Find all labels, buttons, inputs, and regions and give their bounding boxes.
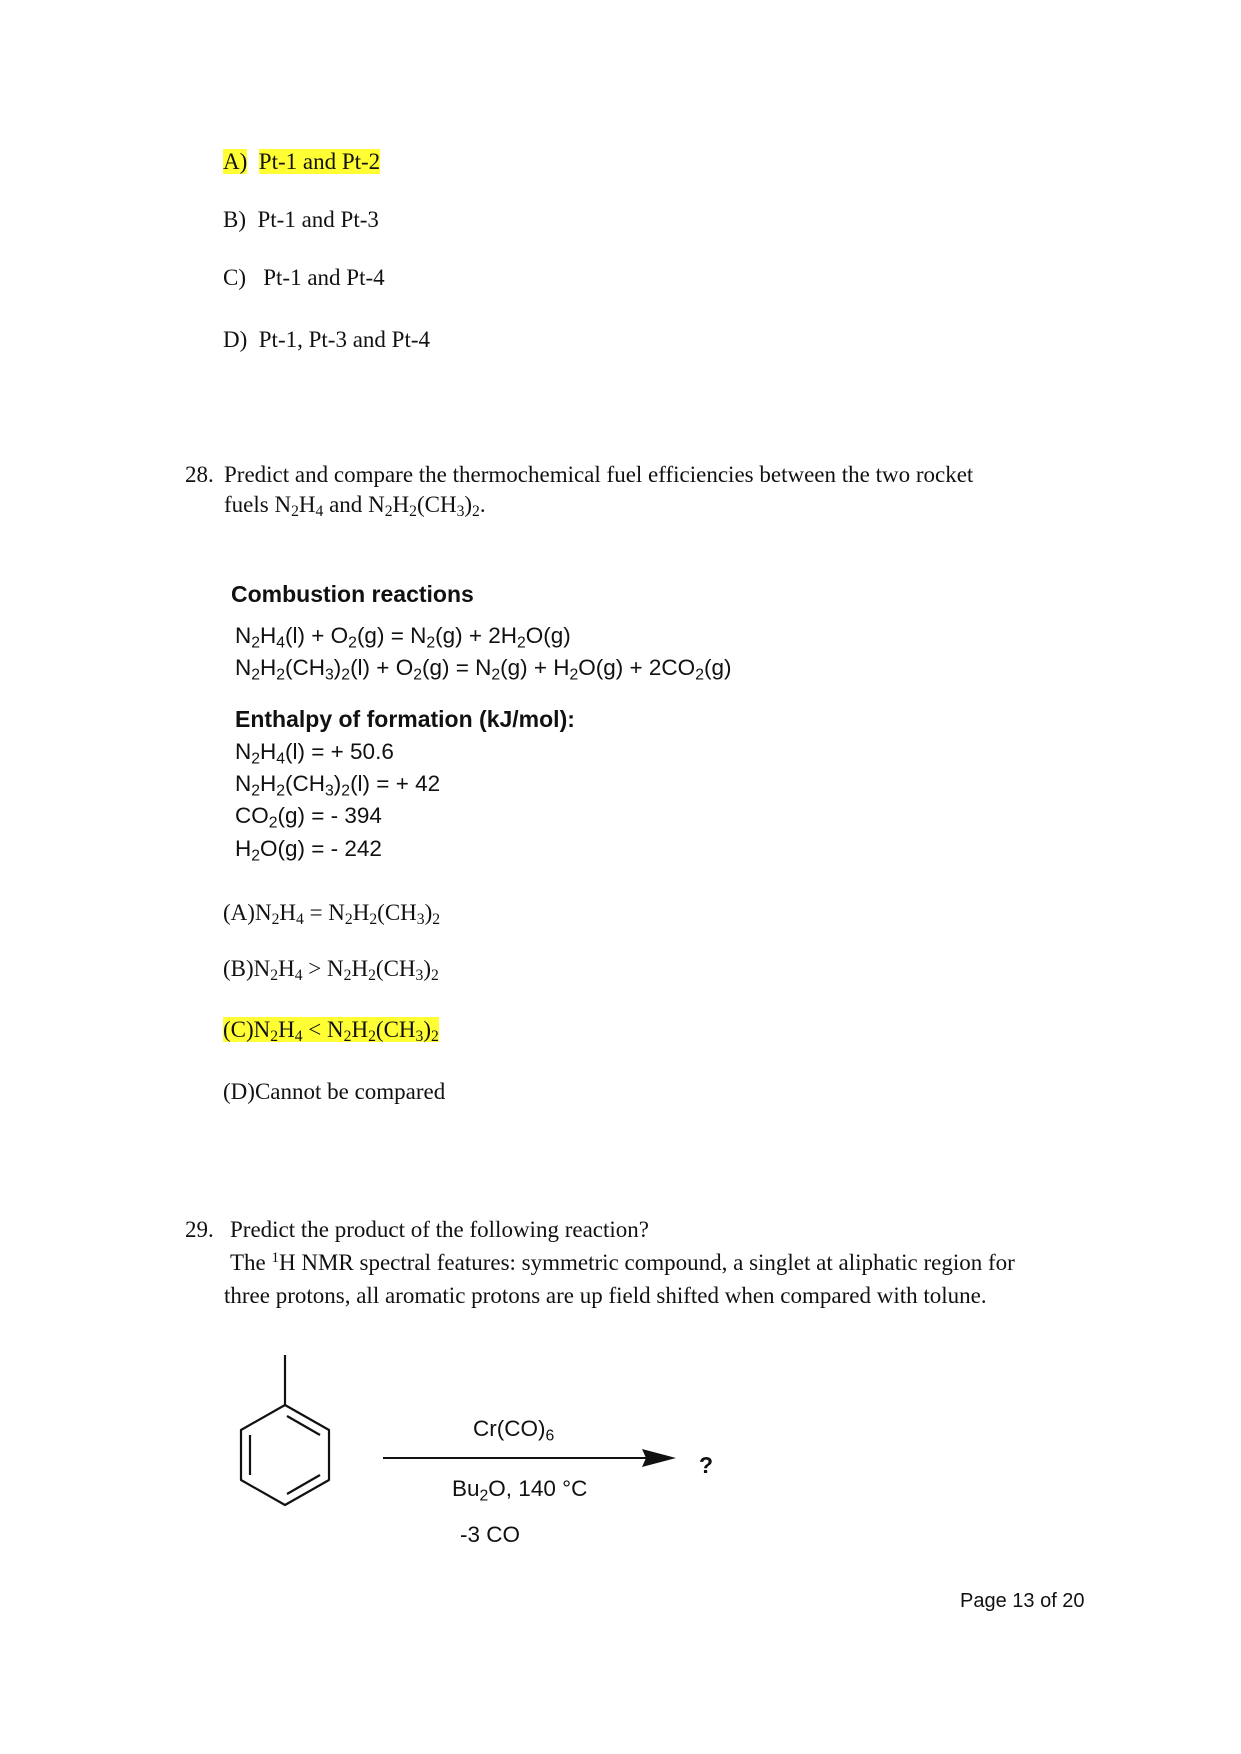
enthalpy-co2: $CO_2(g)$ = - 394 xyxy=(235,803,382,832)
condition-1: $Bu_2O$, 140 °C xyxy=(452,1476,588,1505)
option-a-letter: A) xyxy=(223,149,248,174)
q27-option-a xyxy=(223,149,380,175)
q28-option-c xyxy=(223,1017,439,1043)
enthalpy-udmh: $N_2H_2(CH_3)_2(l)$ = + 42 xyxy=(235,771,441,800)
q29-line1: Predict the product of the following reaction? xyxy=(230,1217,649,1242)
q29-number: 29. xyxy=(185,1217,214,1242)
reagent-label: $Cr(CO)_6$ xyxy=(473,1416,555,1445)
toluene-structure xyxy=(225,1355,345,1525)
q28-option-b: (B)N2H4 > N2H2(CH3)2 xyxy=(223,956,439,984)
q27-option-d: D) Pt-1, Pt-3 and Pt-4 xyxy=(223,327,430,352)
q28-number: 28. xyxy=(185,462,214,487)
reaction-2: $N_2H_2(CH_3)_2(l) + O_2(g) = N_2(g) + H_2O(g) + 2CO_2(g)$ xyxy=(235,655,732,684)
q27-option-b: B) Pt-1 and Pt-3 xyxy=(223,207,379,232)
q27-option-c: C) Pt-1 and Pt-4 xyxy=(223,265,385,290)
enthalpy-heading: Enthalpy of formation (kJ/mol): xyxy=(235,706,575,732)
q28-option-a: (A)N2H4 = N2H2(CH3)2 xyxy=(223,900,441,928)
product-question-mark: ? xyxy=(699,1452,714,1478)
option-a-text: Pt-1 and Pt-2 xyxy=(258,149,381,174)
q28-line2: fuels N2H4 and N2H2(CH3)2. xyxy=(224,492,486,520)
combustion-heading: Combustion reactions xyxy=(231,581,474,607)
enthalpy-n2h4: $N_2H_4(l)$ = + 50.6 xyxy=(235,739,394,768)
page-number: Page 13 of 20 xyxy=(960,1590,1085,1612)
answer-highlight: (C)N2H4 < N2H2(CH3)2 xyxy=(223,1017,439,1045)
q28-option-d: (D)Cannot be compared xyxy=(223,1079,446,1104)
reaction-1: $N_2H_4(l) + O_2(g) = N_2(g) + 2H_2O(g)$ xyxy=(235,623,571,652)
q29-line3: three protons, all aromatic protons are up field shifted when compared with tolune. xyxy=(224,1283,987,1308)
condition-2: -3 CO xyxy=(460,1522,521,1547)
enthalpy-h2o: $H_2O(g)$ = - 242 xyxy=(235,836,382,865)
q28-line1: Predict and compare the thermochemical fuel efficiencies between the two rocket xyxy=(224,462,974,487)
reaction-arrow xyxy=(380,1446,680,1470)
q29-line2: The $^1$H NMR spectral features: symmetric compound, a singlet at aliphatic region for xyxy=(230,1249,1015,1275)
